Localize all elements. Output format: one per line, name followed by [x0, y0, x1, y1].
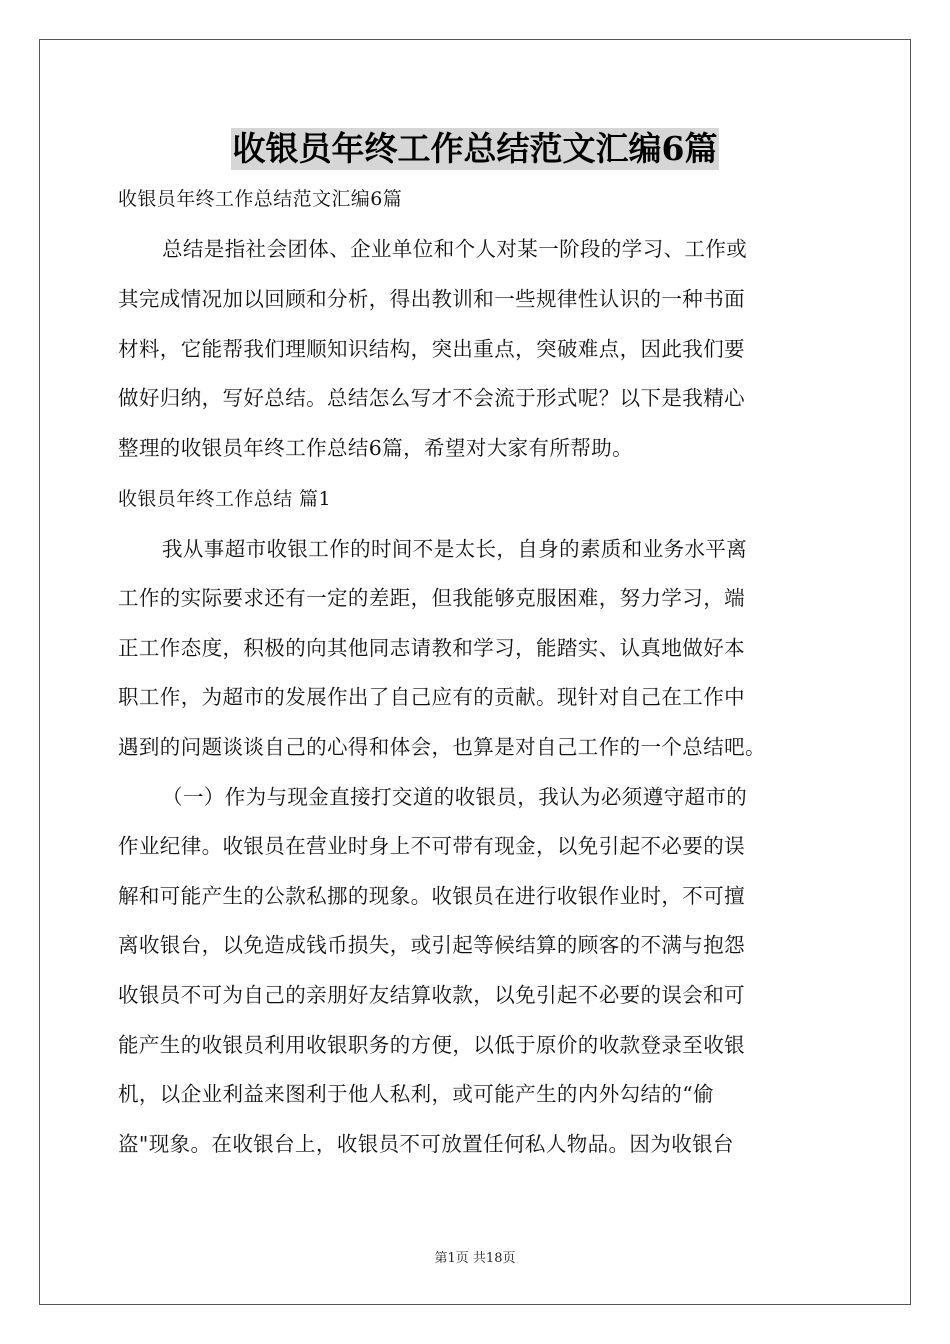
- intro-line: 其完成情况加以回顾和分析，得出教训和一些规律性认识的一种书面: [118, 287, 745, 311]
- paragraph-line: 工作的实际要求还有一定的差距，但我能够克服困难，努力学习，端: [118, 586, 745, 610]
- title-wrap: [0, 128, 950, 170]
- paragraph-line: 机，以企业利益来图利于他人私利，或可能产生的内外勾结的“偷: [118, 1082, 715, 1106]
- paragraph-line: 解和可能产生的公款私挪的现象。收银员在进行收银作业时，不可擅: [118, 884, 745, 908]
- paragraph-line: （一）作为与现金直接打交道的收银员，我认为必须遵守超市的: [162, 785, 748, 809]
- paragraph-line: 能产生的收银员利用收银职务的方便，以低于原价的收款登录至收银: [118, 1033, 745, 1057]
- paragraph-line: 收银员不可为自己的亲朋好友结算收款，以免引起不必要的误会和可: [118, 983, 745, 1007]
- section-heading: 收银员年终工作总结 篇1: [118, 488, 331, 510]
- intro-line: 总结是指社会团体、企业单位和个人对某一阶段的学习、工作或: [162, 237, 748, 261]
- intro-line: 做好归纳，写好总结。总结怎么写才不会流于形式呢？以下是我精心: [118, 386, 745, 410]
- page-border: [39, 39, 911, 1305]
- intro-line: 整理的收银员年终工作总结6篇，希望对大家有所帮助。: [118, 436, 634, 460]
- paragraph-line: 遇到的问题谈谈自己的心得和体会，也算是对自己工作的一个总结吧。: [118, 735, 766, 759]
- paragraph-line: 职工作，为超市的发展作出了自己应有的贡献。现针对自己在工作中: [118, 685, 745, 709]
- paragraph-line: 盗"现象。在收银台上，收银员不可放置任何私人物品。因为收银台: [118, 1132, 734, 1156]
- paragraph-line: 我从事超市收银工作的时间不是太长，自身的素质和业务水平离: [162, 537, 748, 561]
- document-subtitle: 收银员年终工作总结范文汇编6篇: [118, 188, 403, 210]
- document-title: 收银员年终工作总结范文汇编6篇: [232, 129, 718, 168]
- page-number-footer: 第1页 共18页: [434, 1251, 516, 1266]
- paragraph-line: 作业纪律。收银员在营业时身上不可带有现金，以免引起不必要的误: [118, 834, 745, 858]
- paragraph-line: 正工作态度，积极的向其他同志请教和学习，能踏实、认真地做好本: [118, 636, 745, 660]
- paragraph-line: 离收银台，以免造成钱币损失，或引起等候结算的顾客的不满与抱怨: [118, 933, 745, 957]
- intro-line: 材料，它能帮我们理顺知识结构，突出重点，突破难点，因此我们要: [118, 337, 745, 361]
